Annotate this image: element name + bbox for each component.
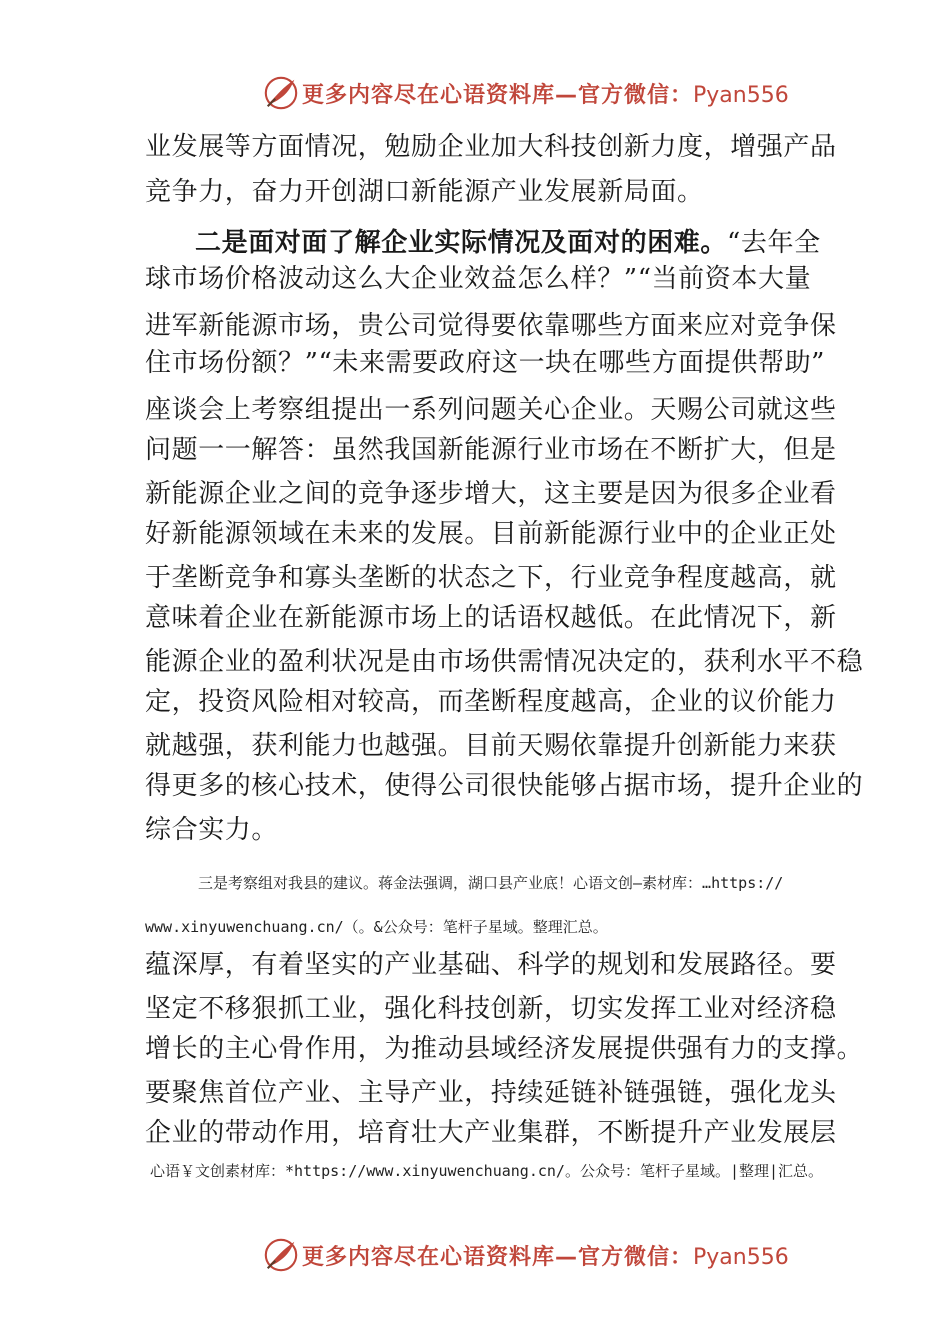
wechat-handle: Pyan556 (693, 83, 789, 108)
header-banner (0, 70, 950, 118)
wechat-handle: Pyan556 (693, 1245, 789, 1270)
small-note-line: www.xinyuwenchuang.cn/（。&公众号：笔杆子星域。整理汇总。 (145, 918, 608, 936)
text-line: 住市场份额？”“未来需要政府这一块在哪些方面提供帮助” (145, 348, 826, 378)
text-line: 进军新能源市场，贵公司觉得要依靠哪些方面来应对竞争保 (145, 311, 837, 341)
text-line: 坚定不移狠抓工业，强化科技创新，切实发挥工业对经济稳 (145, 994, 837, 1024)
text-line: 能源企业的盈利状况是由市场供需情况决定的，获利水平不稳 (145, 647, 864, 677)
quill-logo-icon (262, 74, 300, 112)
text-fragment: “去年全 (727, 228, 821, 258)
watermark-line: 心语￥文创素材库：*https://www.xinyuwenchuang.cn/。公众号：笔杆子星域。|整理|汇总。 (150, 1162, 824, 1180)
text-line: 得更多的核心技术，使得公司很快能够占据市场，提升企业的 (145, 771, 864, 801)
text-line: 增长的主心骨作用，为推动县域经济发展提供强有力的支撑。 (145, 1034, 864, 1064)
text-line: 要聚焦首位产业、主导产业，持续延链补链强链，强化龙头 (145, 1078, 837, 1108)
quill-logo-icon (262, 1236, 300, 1274)
small-note-line: 三是考察组对我县的建议。蒋金法强调，湖口县产业底！心语文创—素材库：…https:// (198, 874, 784, 892)
header-banner-text: 更多内容尽在心语资料库—官方微信：Pyan556 (302, 83, 789, 108)
text-line: 企业的带动作用，培育壮大产业集群，不断提升产业发展层 (145, 1118, 837, 1148)
text-line: 综合实力。 (145, 815, 279, 845)
footer-banner (0, 1232, 950, 1280)
paragraph-first-line (195, 226, 821, 260)
text-line: 竞争力，奋力开创湖口新能源产业发展新局面。 (145, 177, 704, 207)
text-line: 就越强，获利能力也越强。目前天赐依靠提升创新能力来获 (145, 731, 837, 761)
footer-banner-text: 更多内容尽在心语资料库—官方微信：Pyan556 (302, 1245, 789, 1270)
text-line: 问题一一解答：虽然我国新能源行业市场在不断扩大，但是 (145, 435, 837, 465)
text-line: 意味着企业在新能源市场上的话语权越低。在此情况下，新 (145, 603, 837, 633)
text-line: 蕴深厚，有着坚实的产业基础、科学的规划和发展路径。要 (145, 950, 837, 980)
text-line: 球市场价格波动这么大企业效益怎么样？”“当前资本大量 (145, 264, 812, 294)
text-line: 于垄断竞争和寡头垄断的状态之下，行业竞争程度越高，就 (145, 563, 837, 593)
text-line: 定，投资风险相对较高，而垄断程度越高，企业的议价能力 (145, 687, 837, 717)
text-line: 业发展等方面情况，勉励企业加大科技创新力度，增强产品 (145, 132, 837, 162)
section-heading: 二是面对面了解企业实际情况及面对的困难。 (195, 228, 728, 258)
text-line: 座谈会上考察组提出一系列问题关心企业。天赐公司就这些 (145, 395, 837, 425)
text-line: 好新能源领域在未来的发展。目前新能源行业中的企业正处 (145, 519, 837, 549)
text-line: 新能源企业之间的竞争逐步增大，这主要是因为很多企业看 (145, 479, 837, 509)
